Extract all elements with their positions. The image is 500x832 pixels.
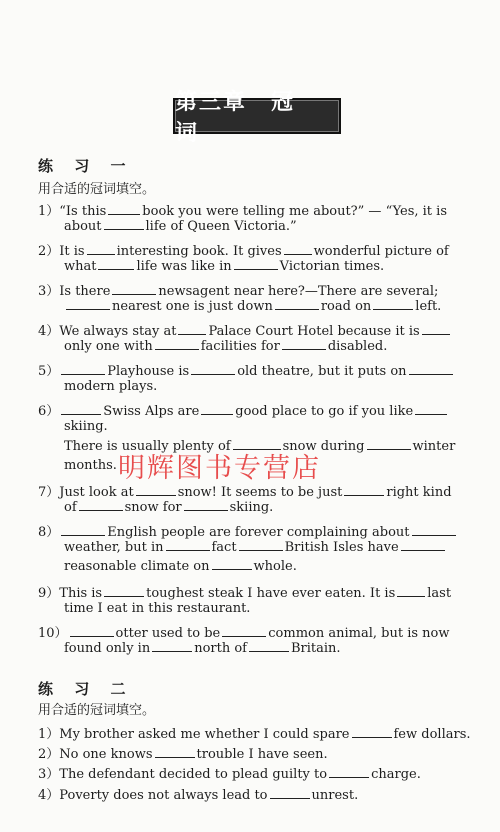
ex1-line-11: 6） Swiss Alps are good place to go if you like xyxy=(38,400,468,419)
ex1-line-2: about life of Queen Victoria.” xyxy=(64,219,297,234)
ex1-line-19: reasonable climate on whole. xyxy=(64,559,297,574)
ex1-line-16: of snow for skiing. xyxy=(64,500,274,515)
ex1-line-4: what life was like in Victorian times. xyxy=(64,259,385,274)
ex1-line-23: found only in north of Britain. xyxy=(64,641,341,656)
ex1-line-20: 9）This is toughest steak I have ever eaten. It is last xyxy=(38,586,452,601)
ex1-line-7: 4）We always stay at Palace Court Hotel because it is xyxy=(38,320,468,339)
exercise-1-heading: 练 习 一 xyxy=(38,157,134,175)
ex1-line-3: 2）It is interesting book. It gives wonderful picture of xyxy=(38,244,449,259)
ex1-line-14: months. xyxy=(64,458,117,473)
ex1-line-12: skiing. xyxy=(64,419,108,434)
chapter-title: 第三章 冠 词 xyxy=(173,98,341,134)
exercise-2-instruction: 用合适的冠词填空。 xyxy=(38,703,156,718)
ex1-line-22: 10） otter used to be common animal, but is now xyxy=(38,626,450,641)
exercise-2-heading: 练 习 二 xyxy=(38,680,134,698)
exercise-1-instruction: 用合适的冠词填空。 xyxy=(38,182,156,197)
ex1-line-5: 3）Is there newsagent near here?—There are several; xyxy=(38,284,439,299)
ex1-line-1: 1）“Is this book you were telling me about?” — “Yes, it is xyxy=(38,204,447,219)
ex2-line-3: 3）The defendant decided to plead guilty to charge. xyxy=(38,767,421,782)
ex1-line-13: There is usually plenty of snow during winter xyxy=(64,439,456,454)
ex1-line-18: weather, but in fact British Isles have xyxy=(64,540,494,555)
ex2-line-1: 1）My brother asked me whether I could spare few dollars. xyxy=(38,727,471,742)
ex1-line-9: 5） Playhouse is old theatre, but it puts on xyxy=(38,360,468,379)
ex1-line-8: only one with facilities for disabled. xyxy=(64,339,388,354)
ex1-line-15: 7）Just look at snow! It seems to be just right kind xyxy=(38,485,452,500)
ex2-line-4: 4）Poverty does not always lead to unrest. xyxy=(38,788,359,803)
ex1-line-17: 8） English people are forever complaining about xyxy=(38,521,468,540)
ex1-line-10: modern plays. xyxy=(64,379,158,394)
ex1-line-21: time I eat in this restaurant. xyxy=(64,601,251,616)
ex1-line-6: nearest one is just down road on left. xyxy=(64,299,494,314)
store-watermark: 明辉图书专营店 xyxy=(118,453,321,484)
ex2-line-2: 2）No one knows trouble I have seen. xyxy=(38,747,328,762)
